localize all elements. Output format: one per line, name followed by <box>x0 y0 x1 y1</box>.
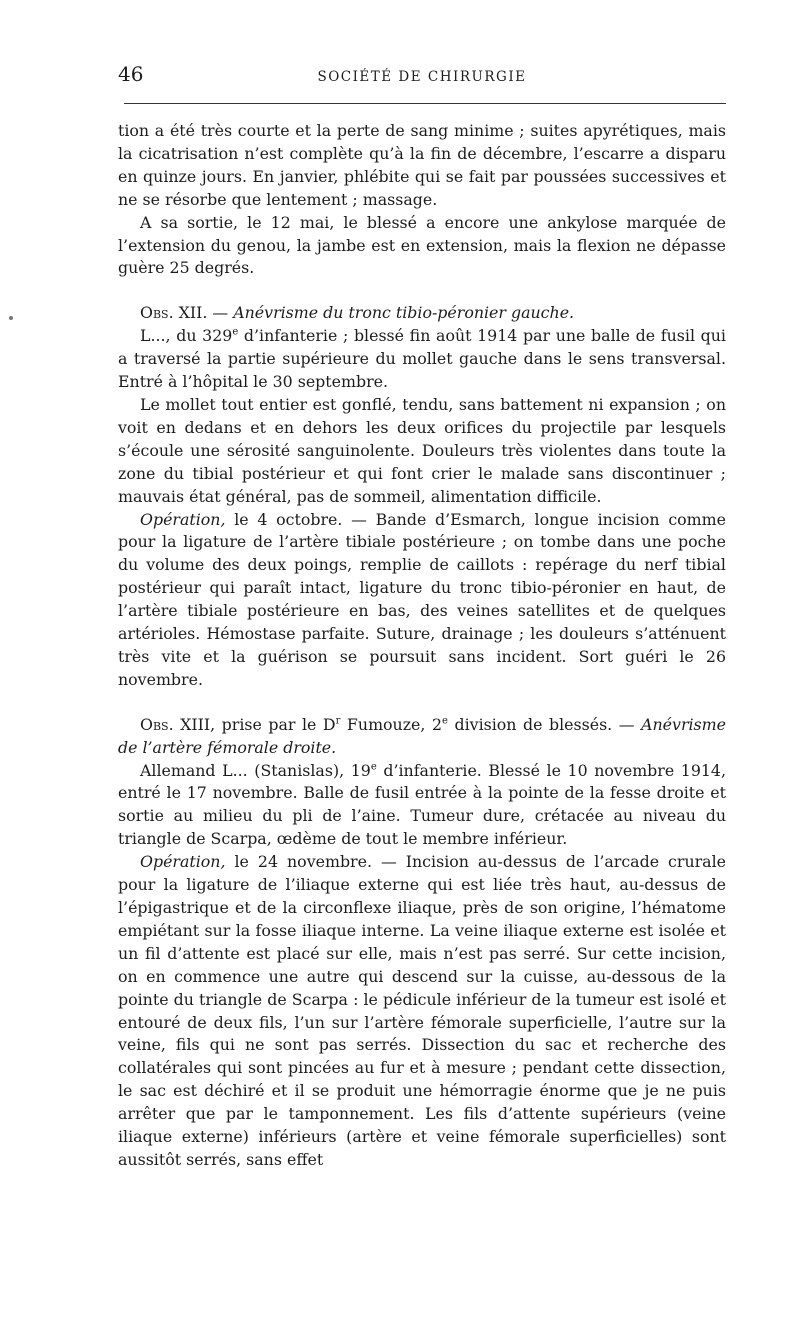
obs13-heading <box>118 714 726 760</box>
paragraph-continuation: tion a été très courte et la perte de sang minime ; suites apyrétiques, mais la cicatrisation n’est complète qu’à la fin de décembre, l’escarre a disparu en quinze jours. En janvier, phlébite qui se fait par poussées successives et ne se résorbe que lentement ; massage. <box>118 121 726 209</box>
obs12-p1-post: d’infanterie ; blessé fin août 1914 par une balle de fusil qui a traversé la partie supérieure du mollet gauche dans le sens transversal. Entré à l’hôpital le 30 septembre. <box>118 326 726 392</box>
obs12-label: Obs. XII. <box>140 303 208 323</box>
obs13-paragraph-2 <box>118 851 726 1172</box>
obs13-p1-sup: e <box>370 761 377 773</box>
obs13-p1-post: d’infanterie. Blessé le 10 novembre 1914, entré le 17 novembre. Balle de fusil entrée à la pointe de la fesse droite et sortie au milieu du pli de l’aine. Tumeur dure, crétacée au niveau du triangle de Scarpa, œdème de tout le membre inférieur. <box>118 760 727 849</box>
obs12-heading <box>118 302 726 325</box>
obs13-title: Anévrisme de l’artère fémorale droite. <box>118 714 726 757</box>
obs13-operation-text: le 24 novembre. — Incision au-dessus de l’arcade crurale pour la ligature de l’iliaque externe qui est liée très haut, au-dessus de l’épigastrique et de la circonflexe iliaque, près de son origine, l’hématome empiétant sur la fosse iliaque interne. La veine iliaque externe est isolée et un fil d’attente est placé sur elle, mais n’est pas serré. Sur cette incision, on en commence une autre qui descend sur la cuisse, au-dessous de la pointe du triangle de Scarpa : le pédicule inférieur de la tumeur est isolé et entouré de deux fils, l’un sur l’artère fémorale superficielle, l’autre sur la veine, fils qui ne sont pas serrés. Dissection du sac et recherche des collatérales qui sont pincées au fur et à mesure ; pendant cette dissection, le sac est déchiré et il se produit une hémorragie énorme que je ne puis arrêter que par le tamponnement. Les fils d’attente supérieurs (veine iliaque externe) inférieurs (artère et veine fémorale superficielles) sont aussitôt serrés, sans effet <box>118 852 726 1169</box>
paragraph-discharge: A sa sortie, le 12 mai, le blessé a encore une ankylose marquée de l’extension du genou, la jambe est en extension, mais la flexion ne dépasse guère 25 degrés. <box>118 212 726 278</box>
obs12-operation-text: le 4 octobre. — Bande d’Esmarch, longue incision comme pour la ligature de l’artère tibiale postérieure ; on tombe dans une poche du volume des deux poings, remplie de caillots : repérage du nerf tibial postérieur qui paraît intact, ligature du tronc tibio-péronier en haut, de l’artère tibiale postérieure en bas, des veines satellites et de quelques artérioles. Hémostase parfaite. Suture, drainage ; les douleurs s’atténuent très vite et la guérison se poursuit sans incident. Sort guéri le 26 novembre. <box>118 509 726 689</box>
section-gap <box>118 692 726 714</box>
obs12-operation-label: Opération, <box>140 509 226 529</box>
obs12-dash: — <box>207 303 234 323</box>
section-gap <box>118 280 726 302</box>
obs13-paragraph-1 <box>118 760 726 852</box>
obs13-label: Obs. XIII, <box>140 714 216 734</box>
body-text <box>118 120 726 1172</box>
running-title: SOCIÉTÉ DE CHIRURGIE <box>317 69 527 85</box>
obs13-intro-post: division de blessés. — <box>447 714 642 734</box>
obs13-p1-pre: Allemand L... (Stanislas), 19 <box>140 760 371 780</box>
obs13-intro-sup2: e <box>442 715 448 727</box>
obs13-intro-pre: prise par le D <box>215 714 336 734</box>
obs13-operation-label: Opération, <box>140 852 226 872</box>
obs12-paragraph-1 <box>118 325 726 394</box>
obs12-p1-pre: L..., du 329 <box>140 326 233 346</box>
margin-speck <box>9 316 13 320</box>
header-rule <box>124 103 726 104</box>
obs12-paragraph-3 <box>118 509 726 692</box>
obs13-intro-mid: Fumouze, 2 <box>340 714 443 734</box>
obs12-title: Anévrisme du tronc tibio-péronier gauche. <box>233 303 575 323</box>
obs12-paragraph-2: Le mollet tout entier est gonflé, tendu, sans battement ni expansion ; on voit en dedans et en dehors les deux orifices du projectile par lesquels s’écoule une sérosité sanguinolente. Douleurs très violentes dans toute la zone du tibial postérieur et qui font crier le malade sans discontinuer ; mauvais état général, pas de sommeil, alimentation difficile. <box>118 394 726 506</box>
page-number: 46 <box>118 62 144 86</box>
obs12-p1-sup: e <box>232 326 239 338</box>
obs13-intro-sup1: r <box>335 715 341 727</box>
page-header <box>118 62 726 86</box>
